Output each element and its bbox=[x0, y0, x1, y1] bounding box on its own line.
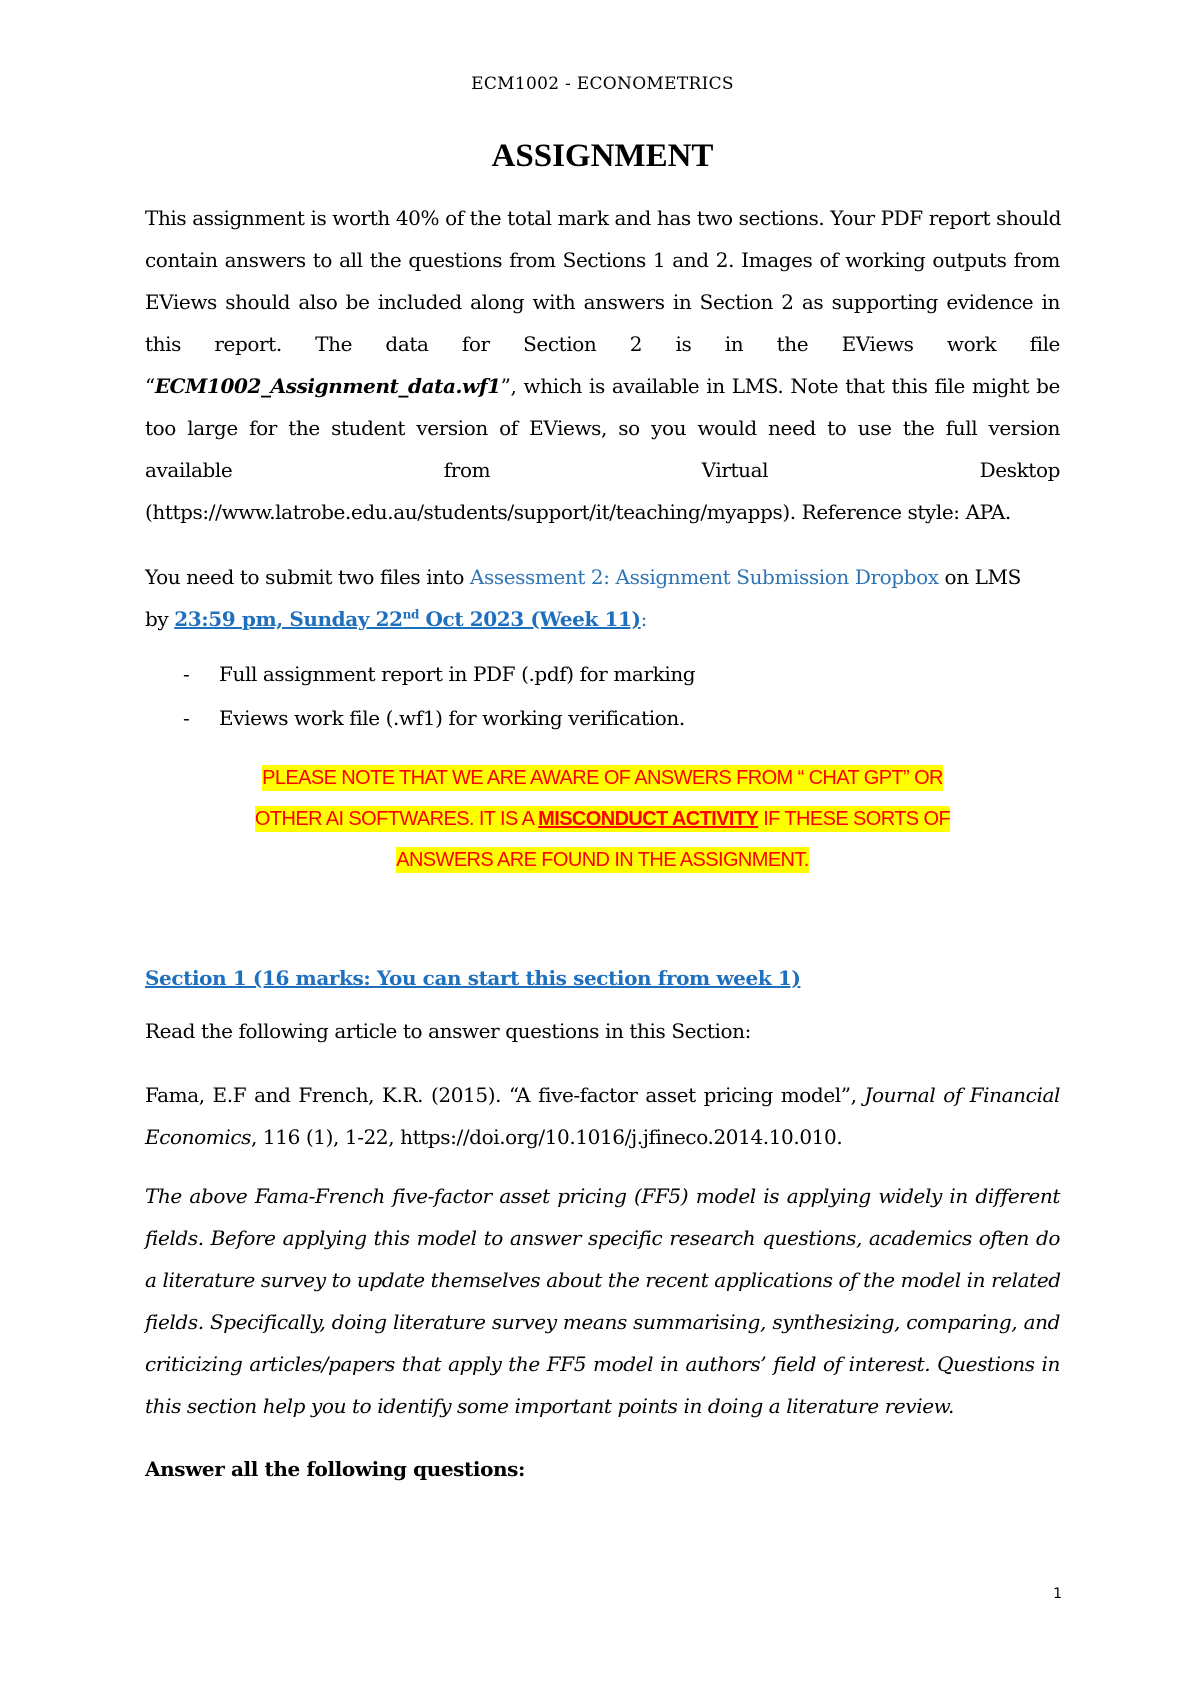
answer-all-instruction: Answer all the following questions: bbox=[145, 1457, 525, 1481]
submission-paragraph bbox=[145, 556, 1060, 640]
reference-journal: Journal of Financial bbox=[864, 1083, 1060, 1107]
page-title: ASSIGNMENT bbox=[491, 138, 714, 174]
open-quote: “ bbox=[145, 374, 155, 398]
deadline-colon: : bbox=[640, 607, 647, 631]
ai-warning-notice bbox=[145, 758, 1060, 881]
page-number: 1 bbox=[1053, 1586, 1062, 1602]
intro-line: EViews should also be included along with answers in Section 2 as supporting evidence in bbox=[145, 290, 1060, 314]
context-line: criticizing articles/papers that apply the FF5 model in authors’ field of interest. Questions in bbox=[145, 1352, 1060, 1376]
context-line: fields. Specifically, doing literature survey means summarising, synthesizing, comparing, and bbox=[145, 1310, 1060, 1334]
reference-line bbox=[145, 1074, 1060, 1116]
context-line: The above Fama-French five-factor asset pricing (FF5) model is applying widely in different bbox=[145, 1184, 1060, 1208]
dropbox-link[interactable]: Assessment 2: Assignment Submission Dropbox bbox=[469, 565, 939, 589]
list-item-text: Eviews work file (.wf1) for working verification. bbox=[219, 706, 685, 730]
intro-line: this report. The data for Section 2 is in the EViews work file bbox=[145, 332, 1060, 356]
misconduct-emphasis: MISCONDUCT ACTIVITY bbox=[538, 808, 759, 830]
warning-text: ANSWERS ARE FOUND IN THE ASSIGNMENT. bbox=[396, 849, 809, 871]
warning-text: IF THESE SORTS OF bbox=[758, 808, 951, 830]
context-line: a literature survey to update themselves about the recent applications of the model in related bbox=[145, 1268, 1061, 1292]
warning-text: PLEASE NOTE THAT WE ARE AWARE OF ANSWERS FROM “ CHAT GPT” OR bbox=[262, 767, 943, 789]
warning-line bbox=[145, 799, 1060, 840]
intro-line: available from Virtual Desktop bbox=[145, 458, 1060, 482]
warning-line bbox=[145, 758, 1060, 799]
section-1-context-paragraph bbox=[145, 1175, 1060, 1427]
section-1-read-instruction: Read the following article to answer questions in this Section: bbox=[145, 1019, 751, 1043]
intro-line: too large for the student version of EViews, so you would need to use the full version bbox=[145, 416, 1060, 440]
running-header: ECM1002 - ECONOMETRICS bbox=[471, 74, 734, 94]
submission-lead: You need to submit two files into bbox=[145, 565, 470, 589]
data-filename: ECM1002_Assignment_data.wf1 bbox=[154, 374, 501, 398]
section-1-heading[interactable]: Section 1 (16 marks: You can start this section from week 1) bbox=[145, 966, 801, 990]
intro-line: (https://www.latrobe.edu.au/students/support/it/teaching/myapps). Reference style: APA. bbox=[145, 500, 1011, 524]
deadline-month: Oct 2023 (Week 11) bbox=[418, 607, 641, 631]
list-item-text: Full assignment report in PDF (.pdf) for marking bbox=[219, 662, 696, 686]
submission-line bbox=[145, 556, 1060, 598]
intro-line-rest: ”, which is available in LMS. Note that this file might be bbox=[500, 374, 1060, 398]
deadline-line bbox=[145, 598, 1060, 640]
intro-line: contain answers to all the questions from Sections 1 and 2. Images of working outputs from bbox=[145, 248, 1060, 272]
deadline-date: 23:59 pm, Sunday 22 bbox=[174, 607, 403, 631]
context-line: this section help you to identify some important points in doing a literature review. bbox=[145, 1394, 954, 1418]
deadline-link[interactable] bbox=[174, 607, 640, 631]
reference-journal: Economics bbox=[145, 1125, 251, 1149]
intro-line: This assignment is worth 40% of the total mark and has two sections. Your PDF report should bbox=[145, 206, 1061, 230]
bullet-dash: - bbox=[183, 706, 190, 730]
intro-paragraph bbox=[145, 197, 1060, 533]
context-line: fields. Before applying this model to answer specific research questions, academics often do bbox=[145, 1226, 1060, 1250]
reference-line bbox=[145, 1116, 1060, 1158]
reference-authors: Fama, E.F and French, K.R. (2015). “A five-factor asset pricing model”, bbox=[145, 1083, 865, 1107]
submission-on-lms: on LMS bbox=[938, 565, 1021, 589]
deadline-by: by bbox=[145, 607, 175, 631]
intro-line bbox=[145, 365, 1060, 407]
warning-text: OTHER AI SOFTWARES. IT IS A bbox=[254, 808, 539, 830]
deadline-ordinal: nd bbox=[402, 607, 419, 622]
warning-line bbox=[145, 840, 1060, 881]
reference-details: , 116 (1), 1-22, https://doi.org/10.1016/j.jfineco.2014.10.010. bbox=[251, 1125, 843, 1149]
bullet-dash: - bbox=[183, 662, 190, 686]
article-reference bbox=[145, 1074, 1060, 1158]
